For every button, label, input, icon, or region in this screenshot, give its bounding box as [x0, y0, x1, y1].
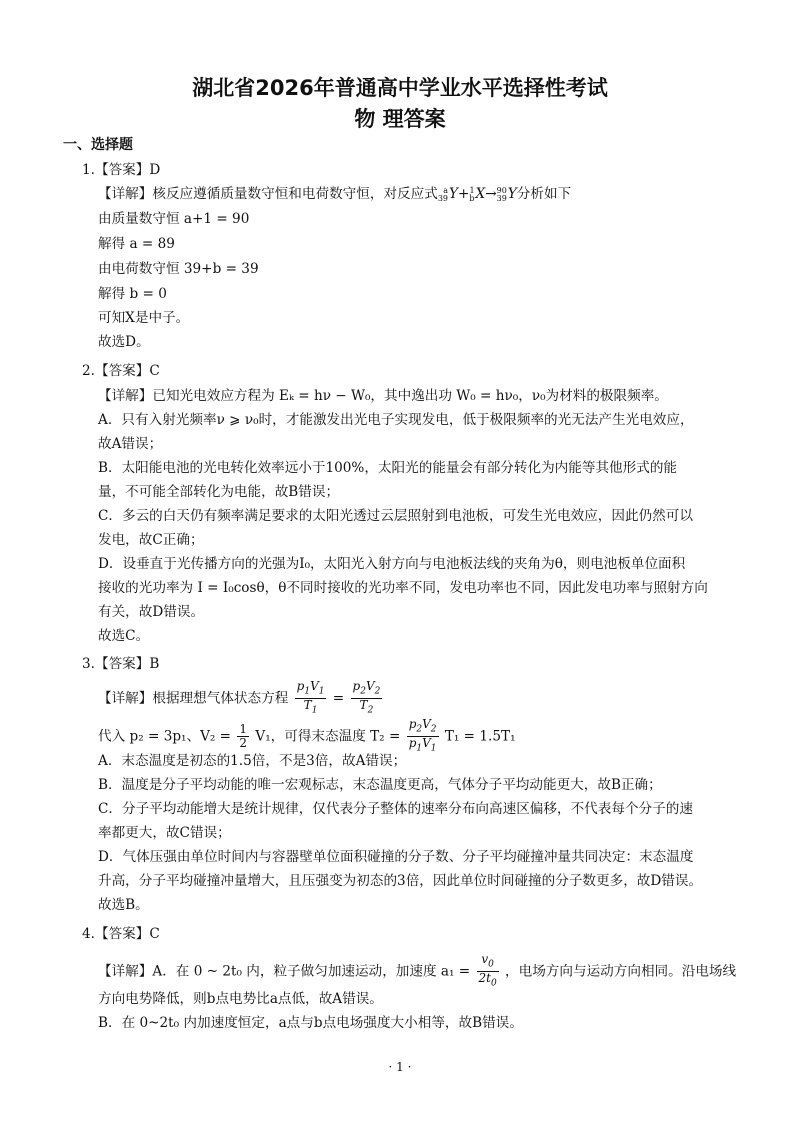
- q3-answer: 3.【答案】B: [82, 656, 160, 672]
- fraction-p2v2-t2: $\frac{p_2V_2}{T_2}$: [352, 679, 381, 716]
- q1-answer: 1.【答案】D: [82, 162, 161, 178]
- q4-line: 方向电势降低，则b点电势比a点低，故A错误。: [98, 991, 383, 1007]
- q3-detail-text: 【详解】根据理想气体状态方程: [98, 690, 289, 707]
- q1-line: 可知X是中子。: [98, 310, 190, 326]
- fraction-p2v2-p1v1: $\frac{p_2V_2}{p_1V_1}$: [408, 717, 437, 754]
- fraction-one-half: $\frac{1}{2}$: [239, 722, 248, 751]
- q3-line: A．末态温度是初态的1.5倍，不是3倍，故A错误；: [98, 753, 407, 769]
- q1-line: 由质量数守恒 a+1 = 90: [98, 211, 250, 227]
- q2-line: 接收的光功率为 I = I₀cosθ，θ不同时接收的光功率不同，发电功率也不同，因此发电功率与照射方向: [98, 580, 708, 596]
- q4-detail-line: [98, 953, 736, 991]
- q1-line: 由电荷数守恒 39+b = 39: [98, 261, 259, 277]
- q3-line: 升高，分子平均碰撞冲量增大，且压强变为初态的3倍，因此单位时间碰撞的分子数更多，故D错误。: [98, 873, 703, 889]
- q4-detail-tail: ，电场方向与运动方向相同。沿电场线: [505, 963, 737, 980]
- q4-answer: 4.【答案】C: [82, 926, 160, 942]
- isotope-y2: 90 39: [496, 185, 507, 203]
- page-number: · 1 ·: [388, 1060, 412, 1074]
- q3-detail-line: 【详解】根据理想气体状态方程 $\frac{p_1V_1}{T_1}$ = $\frac{p_2V_2}{T_2}$: [98, 679, 381, 716]
- q3-substitution-text: 代入 p₂ = 3p₁、V₂ =: [98, 728, 232, 745]
- q3-line: 故选B。: [98, 897, 149, 913]
- q2-line: 有关，故D错误。: [98, 604, 205, 620]
- q2-line: D．设垂直于光传播方向的光强为I₀，太阳光入射方向与电池板法线的夹角为θ，则电池板单位面积: [98, 556, 686, 572]
- q2-line: 故选C。: [98, 628, 150, 644]
- q4-detail-text: 【详解】A．在 0 ~ 2t₀ 内，粒子做匀加速运动，加速度 a₁ =: [98, 963, 471, 980]
- isotope-y1: a 39: [437, 185, 449, 203]
- q2-line: 发电，故C正确；: [98, 532, 204, 548]
- q1-detail-tail: 分析如下: [516, 186, 572, 202]
- q4-line: B．在 0~2t₀ 内加速度恒定，a点与b点电场强度大小相等，故B错误。: [98, 1015, 523, 1031]
- q3-line: D．气体压强由单位时间内与容器壁单位面积碰撞的分子数、分子平均碰撞冲量共同决定：末态温度: [98, 849, 694, 865]
- q1-line: 解得 a = 89: [98, 236, 175, 252]
- q2-line: 量，不可能全部转化为电能，故B错误；: [98, 484, 340, 500]
- page-title: 湖北省2026年普通高中学业水平选择性考试: [192, 76, 608, 100]
- fraction-p1v1-t1: $\frac{p_1V_1}{T_1}$: [296, 679, 325, 716]
- q2-line: A．只有入射光频率ν ⩾ ν₀时，才能激发出光电子实现发电，低于极限频率的光无法产生光电效应，: [98, 412, 694, 428]
- q2-line: 【详解】已知光电效应方程为 Eₖ = hν − W₀，其中逸出功 W₀ = hν₀，ν₀为材料的极限频率。: [98, 388, 668, 404]
- q1-line: 解得 b = 0: [98, 286, 167, 302]
- page-subtitle: 物 理答案: [354, 107, 446, 131]
- section-heading: 一、选择题: [63, 137, 133, 153]
- q2-line: C．多云的白天仍有频率满足要求的太阳光透过云层照射到电池板，可发生光电效应，因此仍然可以: [98, 508, 693, 524]
- q3-line: 率都更大，故C错误；: [98, 825, 231, 841]
- fraction-v0-2t0: $\frac{v_0}{2t_0}$: [478, 952, 497, 989]
- q2-line: B．太阳能电池的光电转化效率远小于100%，太阳光的能量会有部分转化为内能等其他形式的能: [98, 460, 678, 476]
- q2-answer: 2.【答案】C: [82, 363, 160, 379]
- isotope-x: 1 b: [469, 185, 475, 203]
- q2-line: 故A错误；: [98, 436, 163, 452]
- q3-substitution-line: [98, 718, 516, 756]
- q3-line: B．温度是分子平均动能的唯一宏观标志，末态温度更高，气体分子平均动能更大，故B正确；: [98, 777, 662, 793]
- q1-detail-text: 【详解】核反应遵循质量数守恒和电荷数守恒，对反应式: [98, 186, 438, 202]
- q1-detail-line: 【详解】核反应遵循质量数守恒和电荷数守恒，对反应式 a 39Y+1 bX→90 39Y分析如下: [98, 185, 572, 203]
- q3-substitution-result: T₁ = 1.5T₁: [444, 728, 516, 745]
- q3-substitution-mid: V₁，可得末态温度 T₂ =: [255, 728, 401, 745]
- q1-line: 故选D。: [98, 334, 150, 350]
- q3-line: C．分子平均动能增大是统计规律，仅代表分子整体的速率分布向高速区偏移，不代表每个分子的速: [98, 801, 693, 817]
